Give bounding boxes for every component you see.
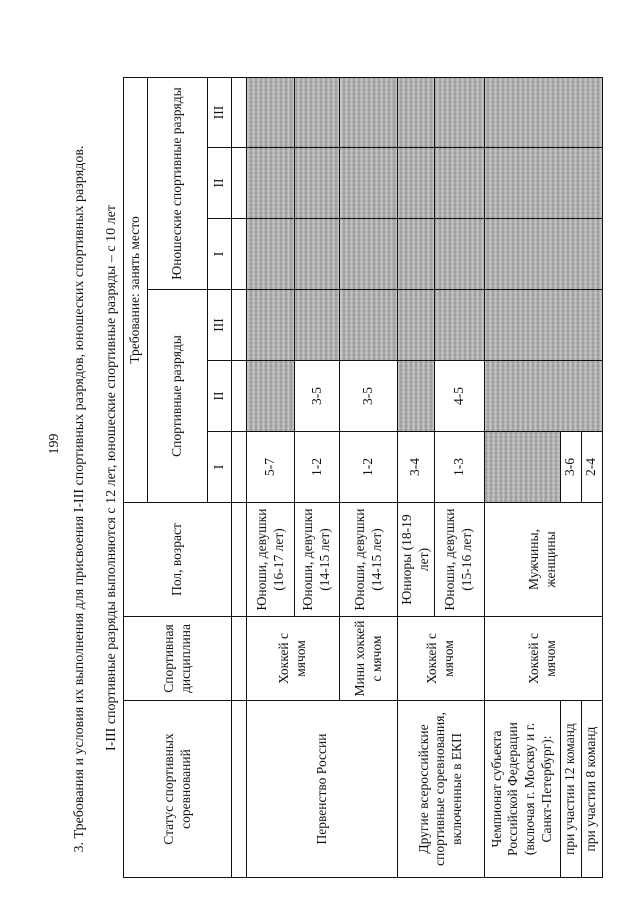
requirements-table [123, 77, 603, 878]
shaded-cell [295, 219, 340, 290]
shaded-cell [484, 219, 602, 290]
shaded-cell [295, 148, 340, 219]
shaded-cell [398, 361, 435, 432]
section-heading: 3. Требования и условия их выполнения для присвоения I-III спортивных разрядов, юношеских спортивных разрядов. [72, 145, 87, 853]
page-number: 199 [47, 433, 62, 455]
shaded-cell [247, 148, 295, 219]
col-number [232, 503, 247, 617]
header-youth-rank-3: III [208, 77, 232, 147]
rank-1-cell: 1-2 [340, 432, 398, 503]
status-cell: при участии 8 команд [581, 701, 602, 878]
header-sport-ranks: Спортивные разряды [148, 290, 208, 503]
shaded-cell [398, 77, 435, 147]
shaded-cell [434, 290, 484, 361]
header-rank-2: II [208, 361, 232, 432]
col-number [232, 617, 247, 701]
status-cell: Чемпионат субъекта Российской Федерации (включая г. Москву и г. Санкт-Петербург): [484, 701, 560, 878]
rank-1-cell: 5-7 [247, 432, 295, 503]
header-rank-1: I [208, 432, 232, 503]
status-cell: Первенство России [247, 701, 398, 878]
status-cell: Другие всероссийские спортивные соревнования, включенные в ЕКП [398, 701, 485, 878]
header-youth-rank-1: I [208, 219, 232, 290]
col-number [232, 361, 247, 432]
shaded-cell [247, 290, 295, 361]
header-youth-rank-2: II [208, 148, 232, 219]
header-gender-age: Пол, возраст [124, 503, 232, 617]
col-number [232, 432, 247, 503]
shaded-cell [434, 148, 484, 219]
rank-1-cell: 3-6 [560, 432, 581, 503]
rank-2-cell: 3-5 [295, 361, 340, 432]
shaded-cell [398, 148, 435, 219]
rank-2-cell: 3-5 [340, 361, 398, 432]
gender-age-cell: Юноши, девушки (14-15 лет) [340, 503, 398, 617]
shaded-cell [434, 77, 484, 147]
shaded-cell [247, 77, 295, 147]
shaded-cell [295, 290, 340, 361]
rank-1-cell: 1-2 [295, 432, 340, 503]
gender-age-cell: Юноши, девушки (16-17 лет) [247, 503, 295, 617]
gender-age-cell: Юниоры (18-19 лет) [398, 503, 435, 617]
rank-1-cell: 1-3 [434, 432, 484, 503]
discipline-cell: Хоккей с мячом [247, 617, 340, 701]
shaded-cell [247, 361, 295, 432]
rotated-table-block [103, 78, 599, 878]
discipline-cell: Мини хоккей с мячом [340, 617, 398, 701]
col-number [232, 219, 247, 290]
shaded-cell [434, 219, 484, 290]
gender-age-cell: Юноши, девушки (15-16 лет) [434, 503, 484, 617]
header-rank-3: III [208, 290, 232, 361]
table-subheading: I-III спортивные разряды выполняются с 12 лет, юношеские спортивные разряды – с 10 лет [104, 205, 119, 751]
gender-age-cell: Мужчины, женщины [484, 503, 602, 617]
gender-age-cell: Юноши, девушки (14-15 лет) [295, 503, 340, 617]
shaded-cell [295, 77, 340, 147]
header-requirement: Требование: занять место [124, 77, 148, 502]
header-youth-ranks: Юношеские спортивные разряды [148, 77, 208, 289]
discipline-cell: Хоккей с мячом [398, 617, 485, 701]
col-number [232, 77, 247, 147]
shaded-cell [398, 219, 435, 290]
shaded-cell [340, 219, 398, 290]
shaded-cell [484, 432, 560, 503]
shaded-cell [484, 361, 602, 432]
shaded-cell [340, 290, 398, 361]
shaded-cell [484, 148, 602, 219]
shaded-cell [340, 148, 398, 219]
header-discipline: Спортивная дисциплина [124, 617, 232, 701]
rank-1-cell: 2-4 [581, 432, 602, 503]
col-number [232, 701, 247, 878]
col-number [232, 290, 247, 361]
shaded-cell [398, 290, 435, 361]
shaded-cell [484, 77, 602, 147]
shaded-cell [484, 290, 602, 361]
col-number [232, 148, 247, 219]
shaded-cell [340, 77, 398, 147]
shaded-cell [247, 219, 295, 290]
rank-2-cell: 4-5 [434, 361, 484, 432]
rank-1-cell: 3-4 [398, 432, 435, 503]
status-cell: при участии 12 команд [560, 701, 581, 878]
header-status: Статус спортивных соревнований [124, 701, 232, 878]
discipline-cell: Хоккей с мячом [484, 617, 602, 701]
